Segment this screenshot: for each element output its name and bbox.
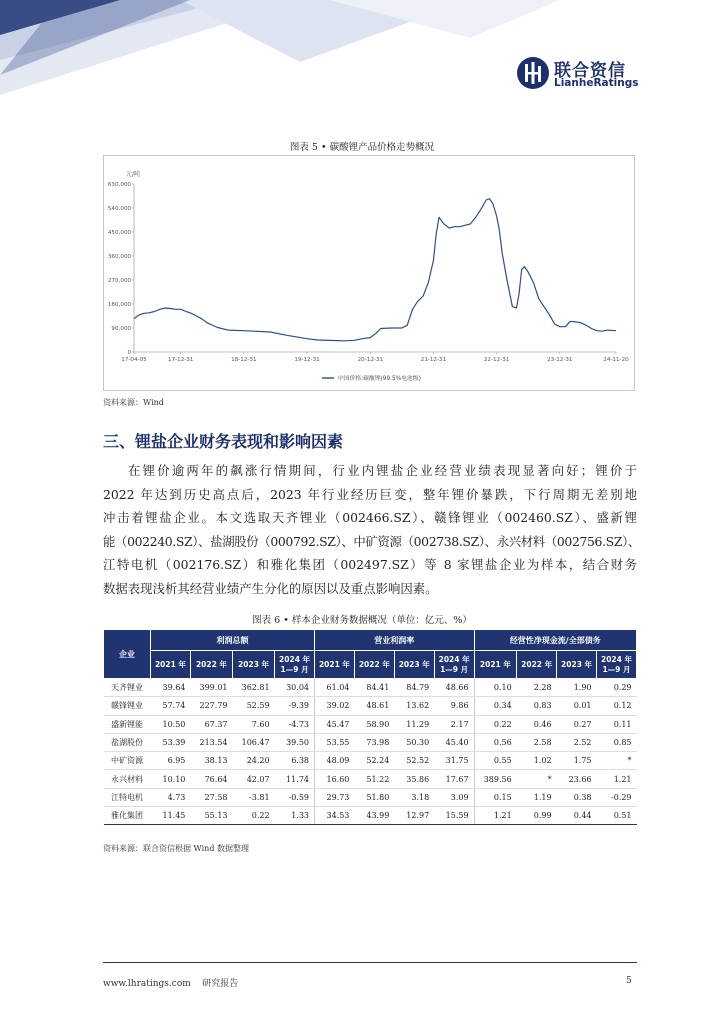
group-header-profit: 利润总额 [151,630,315,651]
table-value-cell: 4.73 [151,788,191,806]
year-header: 2022 年 [354,651,394,679]
table-value-cell: 0.10 [474,679,517,697]
table-value-cell: 61.04 [315,679,355,697]
table-row [104,770,637,788]
y-tick-label: 0 [127,350,131,356]
table-value-cell: 0.34 [474,697,517,715]
table-value-cell: 51.80 [354,788,394,806]
x-tick-label: 18-12-31 [231,357,257,363]
table-value-cell: 11.45 [151,807,191,825]
table-value-cell: * [517,770,557,788]
table-value-cell: 76.64 [190,770,232,788]
company-column-header: 企业 [104,630,151,679]
table-value-cell: 3.18 [394,788,434,806]
table-value-cell: 0.99 [517,807,557,825]
x-tick-label: 17-04-05 [121,357,147,363]
figure6-title: 图表 6 • 样本企业财务数据概况（单位：亿元、%） [252,615,472,626]
table-value-cell: 12.97 [394,807,434,825]
table-value-cell: 0.11 [597,715,637,733]
year-header: 2021 年 [315,651,355,679]
y-tick-label: 270,000 [107,278,131,284]
company-logo [516,56,646,94]
paragraph-line: 能（002240.SZ）、盐湖股份（000792.SZ）、中矿资源（002738.SZ）、永兴材料（002756.SZ）、 [103,533,640,549]
table-value-cell: 227.79 [190,697,232,715]
table-value-cell: -9.39 [275,697,315,715]
table-value-cell: 39.50 [275,733,315,751]
table-value-cell: 9.86 [434,697,474,715]
table-row [104,697,637,715]
table-value-cell: * [597,752,637,770]
company-name-cell: 天齐锂业 [104,679,151,697]
x-tick-label: 17-12-31 [168,357,194,363]
period-header [597,651,637,679]
table-value-cell: 2.28 [517,679,557,697]
table-value-cell: 31.75 [434,752,474,770]
period-header-line1: 2024 年 [279,654,311,664]
table-year-header-row [104,651,637,679]
table-value-cell: 3.09 [434,788,474,806]
table-value-cell: 43.99 [354,807,394,825]
period-header-line2: 1—9 月 [602,664,631,674]
x-tick-label: 22-12-31 [483,357,510,363]
table-value-cell: 35.86 [394,770,434,788]
table-value-cell: 399.01 [190,679,232,697]
group-header-cashflow: 经营性净现金流/全部债务 [474,630,636,651]
table-value-cell: 2.17 [434,715,474,733]
table-value-cell: 1.75 [557,752,597,770]
table-value-cell: 1.21 [597,770,637,788]
y-tick-label: 630,000 [107,182,131,188]
table-value-cell: 53.39 [151,733,191,751]
table-value-cell: 38.13 [190,752,232,770]
table-row [104,733,637,751]
table-value-cell: 0.83 [517,697,557,715]
table-value-cell: 16.60 [315,770,355,788]
figure6-source: 资料来源：联合资信根据 Wind 数据整理 [103,844,249,853]
paragraph-line: 在锂价逾两年的飙涨行情期间，行业内锂盐企业经营业绩表现显著向好；锂价于 [128,463,637,478]
table-value-cell: -0.59 [275,788,315,806]
company-name-cell: 盛新锂能 [104,715,151,733]
y-unit-label: 元/吨 [126,171,141,178]
table-value-cell: 6.95 [151,752,191,770]
table-value-cell: 1.02 [517,752,557,770]
table-value-cell: 58.90 [354,715,394,733]
table-value-cell: 13.62 [394,697,434,715]
price-chart-frame [103,155,635,391]
period-header-line1: 2024 年 [438,654,470,664]
company-name-cell: 雅化集团 [104,807,151,825]
y-tick-label: 360,000 [107,254,131,260]
table-value-cell: 0.46 [517,715,557,733]
table-value-cell: 6.38 [275,752,315,770]
table-value-cell: 0.22 [474,715,517,733]
table-value-cell: 10.10 [151,770,191,788]
company-name-cell: 江特电机 [104,788,151,806]
table-value-cell: 11.74 [275,770,315,788]
table-value-cell: 23.66 [557,770,597,788]
table-value-cell: 52.52 [394,752,434,770]
page-number: 5 [626,976,632,986]
period-header-line1: 2024 年 [601,654,632,664]
table-value-cell: 67.37 [190,715,232,733]
table-value-cell: 2.58 [517,733,557,751]
period-header [275,651,315,679]
table-value-cell: 2.52 [557,733,597,751]
table-value-cell: 0.22 [233,807,275,825]
year-header: 2023 年 [233,651,275,679]
table-value-cell: 389.56 [474,770,517,788]
table-value-cell: -3.81 [233,788,275,806]
table-value-cell: 17.67 [434,770,474,788]
table-value-cell: 0.29 [597,679,637,697]
table-value-cell: 42.07 [233,770,275,788]
table-value-cell: 1.21 [474,807,517,825]
table-value-cell: 29.73 [315,788,355,806]
company-name-cell: 永兴材料 [104,770,151,788]
section-heading: 三、锂盐企业财务表现和影响因素 [103,432,344,451]
price-line-chart [104,156,634,390]
y-tick-label: 180,000 [107,302,131,308]
table-value-cell: 10.50 [151,715,191,733]
table-value-cell: 24.20 [233,752,275,770]
year-header: 2023 年 [557,651,597,679]
footer-divider [103,962,637,963]
table-value-cell: 27.58 [190,788,232,806]
paragraph-line: 冲击着锂盐企业。本文选取天齐锂业（002466.SZ）、赣锋锂业（002460.SZ）、盛新锂 [103,510,637,525]
table-value-cell: 50.30 [394,733,434,751]
table-value-cell: 39.64 [151,679,191,697]
table-value-cell: 57.74 [151,697,191,715]
table-value-cell: 106.47 [233,733,275,751]
table-value-cell: 39.02 [315,697,355,715]
paragraph-line: 江特电机（002176.SZ）和雅化集团（002497.SZ）等 8 家锂盐企业为样本，结合财务 [103,557,637,572]
table-value-cell: 362.81 [233,679,275,697]
table-value-cell: -4.73 [275,715,315,733]
table-value-cell: 0.55 [474,752,517,770]
x-tick-label: 21-12-31 [420,357,447,363]
table-value-cell: 48.09 [315,752,355,770]
table-value-cell: 52.59 [233,697,275,715]
table-value-cell: -0.29 [597,788,637,806]
table-value-cell: 0.01 [557,697,597,715]
footer-website: www.lhratings.com [103,979,191,989]
table-value-cell: 11.29 [394,715,434,733]
table-value-cell: 213.54 [190,733,232,751]
year-header: 2021 年 [151,651,191,679]
x-tick-label: 19-12-31 [294,357,320,363]
table-value-cell: 34.53 [315,807,355,825]
paragraph-line: 数据表现浅析其经营业绩产生分化的原因以及重点影响因素。 [103,580,438,596]
table-value-cell: 48.61 [354,697,394,715]
table-group-header-row [104,630,637,651]
table-value-cell: 0.38 [557,788,597,806]
legend-label: 中国价格:碳酸锂(99.5%电池级) [338,376,421,382]
y-tick-label: 90,000 [111,326,131,332]
table-value-cell: 53.55 [315,733,355,751]
company-name-cell: 盐湖股份 [104,733,151,751]
table-value-cell: 84.41 [354,679,394,697]
paragraph-line: 2022 年达到历史高点后，2023 年行业经历巨变，整年锂价暴跌，下行周期无差别地 [103,486,637,502]
table-row [104,807,637,825]
table-value-cell: 0.27 [557,715,597,733]
figure5-source: 资料来源：Wind [103,398,164,407]
period-header-line2: 1—9 月 [440,664,469,674]
table-value-cell: 0.15 [474,788,517,806]
table-value-cell: 52.24 [354,752,394,770]
company-name-cell: 中矿资源 [104,752,151,770]
table-value-cell: 48.66 [434,679,474,697]
table-value-cell: 0.44 [557,807,597,825]
table-value-cell: 0.56 [474,733,517,751]
financial-table [103,629,637,825]
table-value-cell: 84.79 [394,679,434,697]
company-name-cell: 赣锋锂业 [104,697,151,715]
table-value-cell: 1.90 [557,679,597,697]
table-value-cell: 55.13 [190,807,232,825]
footer-doc-type: 研究报告 [202,979,239,989]
x-tick-label: 20-12-31 [357,357,384,363]
year-header: 2022 年 [190,651,232,679]
lianhe-logo-icon [516,56,550,90]
year-header: 2023 年 [394,651,434,679]
footer-text [103,976,238,989]
table-value-cell: 0.85 [597,733,637,751]
year-header: 2021 年 [474,651,517,679]
group-header-margin: 营业利润率 [315,630,475,651]
table-row [104,679,637,697]
period-header-line2: 1—9 月 [280,664,309,674]
logo-english-name: LianheRatings [554,77,639,89]
section-paragraph [103,459,640,600]
logo-chinese-name: 联合资信 [554,61,626,81]
period-header [434,651,474,679]
y-tick-label: 540,000 [107,206,131,212]
table-value-cell: 1.19 [517,788,557,806]
table-value-cell: 45.40 [434,733,474,751]
series-line [134,199,616,341]
table-value-cell: 7.60 [233,715,275,733]
table-value-cell: 51.22 [354,770,394,788]
table-value-cell: 30.04 [275,679,315,697]
table-row [104,788,637,806]
year-header: 2022 年 [517,651,557,679]
table-value-cell: 45.47 [315,715,355,733]
table-value-cell: 1.33 [275,807,315,825]
y-tick-label: 450,000 [107,230,131,236]
table-value-cell: 15.59 [434,807,474,825]
table-value-cell: 0.12 [597,697,637,715]
table-row [104,715,637,733]
x-tick-label: 24-11-20 [603,357,629,363]
x-tick-label: 23-12-31 [547,357,573,363]
table-value-cell: 0.51 [597,807,637,825]
figure5-title: 图表 5 • 碳酸锂产品价格走势概况 [289,142,435,153]
table-value-cell: 73.98 [354,733,394,751]
table-row [104,752,637,770]
